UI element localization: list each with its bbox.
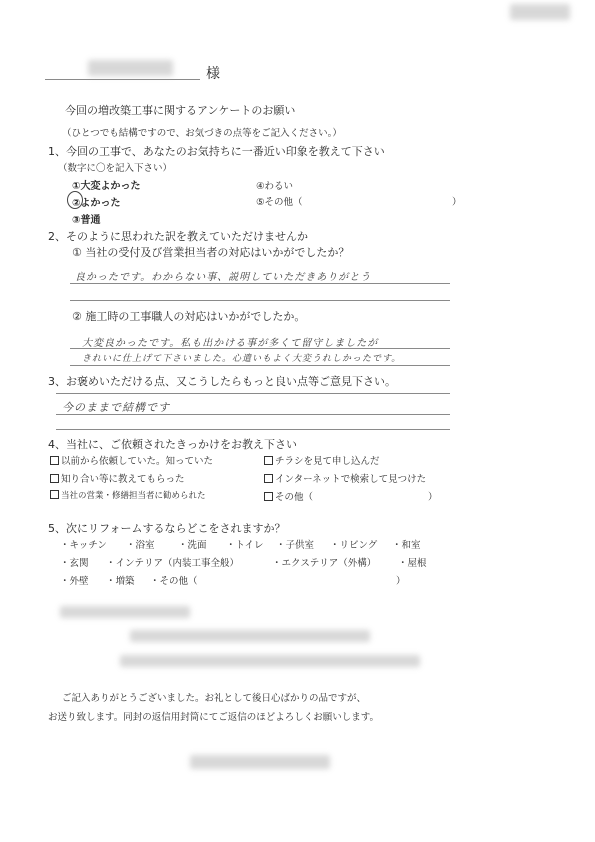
q5-kitchen: ・キッチン (60, 540, 107, 551)
checkbox[interactable] (50, 456, 59, 465)
q4-option-previous-client: 以前から依頼していた。知っていた (50, 453, 213, 467)
q2-answer2-line2: きれいに仕上げて下さいました。心遣いもよく大変うれしかったです。 (82, 354, 402, 364)
q2-sub2: ② 施工時の工事職人の対応はいかがでしたか。 (72, 310, 306, 323)
answer-line (70, 283, 450, 284)
redacted-address-line-1 (130, 630, 370, 642)
q5-exterior: ・エクステリア（外構） (272, 558, 377, 569)
answer-line (56, 414, 450, 415)
q4-option-internet: インターネットで検索して見つけた (264, 471, 426, 485)
selected-option-circle (67, 191, 83, 209)
name-underline (45, 79, 200, 80)
redacted-company-name (190, 755, 330, 769)
checkbox[interactable] (264, 456, 273, 465)
q5-interior: ・インテリア（内装工事全般） (106, 558, 240, 569)
q3-question: 3、お褒めいただける点、又こうしたらもっと良い点等ご意見下さい。 (48, 375, 396, 388)
honorific: 様 (206, 66, 220, 82)
closing-line-1: ご記入ありがとうございました。お礼として後日心ばかりの品ですが、 (62, 693, 367, 704)
closing-line-2: お送り致します。同封の返信用封筒にてご返信のほどよろしくお願いします。 (48, 712, 379, 723)
q1-option-1: ①大変よかった (72, 181, 141, 192)
q2-answer2-line1: 大変良かったです。私も出かける事が多くて留守しましたが (82, 338, 379, 349)
q5-kids-room: ・子供室 (276, 540, 315, 551)
answer-line (56, 429, 450, 430)
q5-bathroom: ・浴室 (126, 540, 155, 551)
q1-note: （数字に〇を記入下さい） (58, 163, 173, 174)
q2-answer1: 良かったです。わからない事、説明していただきありがとう (75, 272, 372, 283)
q5-other-close: ） (396, 576, 406, 587)
checkbox[interactable] (50, 490, 59, 499)
q5-outer-wall: ・外壁 (60, 576, 89, 587)
q1-option-5: ⑤その他（ (256, 197, 303, 208)
checkbox[interactable] (264, 474, 273, 483)
q2-question: 2、そのように思われた訳を教えていただけませんか (48, 230, 308, 243)
q5-extension: ・増築 (106, 576, 135, 587)
q4-option-sales-staff: 当社の営業・修繕担当者に勧められた (50, 489, 206, 501)
q5-toilet: ・トイレ (226, 540, 264, 551)
q1-option-2: ②よかった (72, 198, 121, 209)
redacted-corner-mark (510, 4, 570, 20)
q5-question: 5、次にリフォームするならどこをされますか？ (48, 522, 286, 535)
q5-living: ・リビング (330, 540, 378, 551)
q5-washroom: ・洗面 (178, 540, 207, 551)
q2-sub1: ① 当社の受付及び営業担当者の対応はいかがでしたか？ (72, 246, 350, 259)
answer-line (70, 300, 450, 301)
answer-line (70, 365, 450, 366)
q4-question: 4、当社に、ご依頼されたきっかけをお教え下さい (48, 438, 297, 451)
q3-answer: 今のままで結構です (62, 401, 170, 414)
q5-entrance: ・玄関 (60, 558, 89, 569)
q1-question: 1、今回の工事で、あなたのお気持ちに一番近い印象を教えて下さい (48, 145, 385, 158)
redacted-label (60, 606, 190, 618)
q1-option-3: ③普通 (72, 215, 101, 226)
survey-intro: （ひとつでも結構ですので、お気づきの点等をご記入ください。） (62, 128, 342, 139)
q4-option-flyer: チラシを見て申し込んだ (264, 453, 380, 467)
q1-option-5-close: ） (452, 197, 462, 208)
q5-other: ・その他（ (150, 576, 198, 587)
redacted-customer-name (88, 60, 173, 76)
q1-option-4: ④わるい (256, 181, 294, 192)
q4-option-referral: 知り合い等に教えてもらった (50, 471, 185, 485)
checkbox[interactable] (50, 474, 59, 483)
checkbox[interactable] (264, 492, 273, 501)
q5-roof: ・屋根 (398, 558, 427, 569)
redacted-address-line-2 (120, 655, 420, 667)
q4-option-other: その他（ (264, 489, 313, 503)
answer-line (56, 393, 450, 394)
q5-japanese-room: ・和室 (392, 540, 421, 551)
survey-title: 今回の増改築工事に関するアンケートのお願い (65, 104, 296, 117)
answer-line (70, 348, 450, 349)
q4-option-other-close: ） (428, 492, 438, 503)
